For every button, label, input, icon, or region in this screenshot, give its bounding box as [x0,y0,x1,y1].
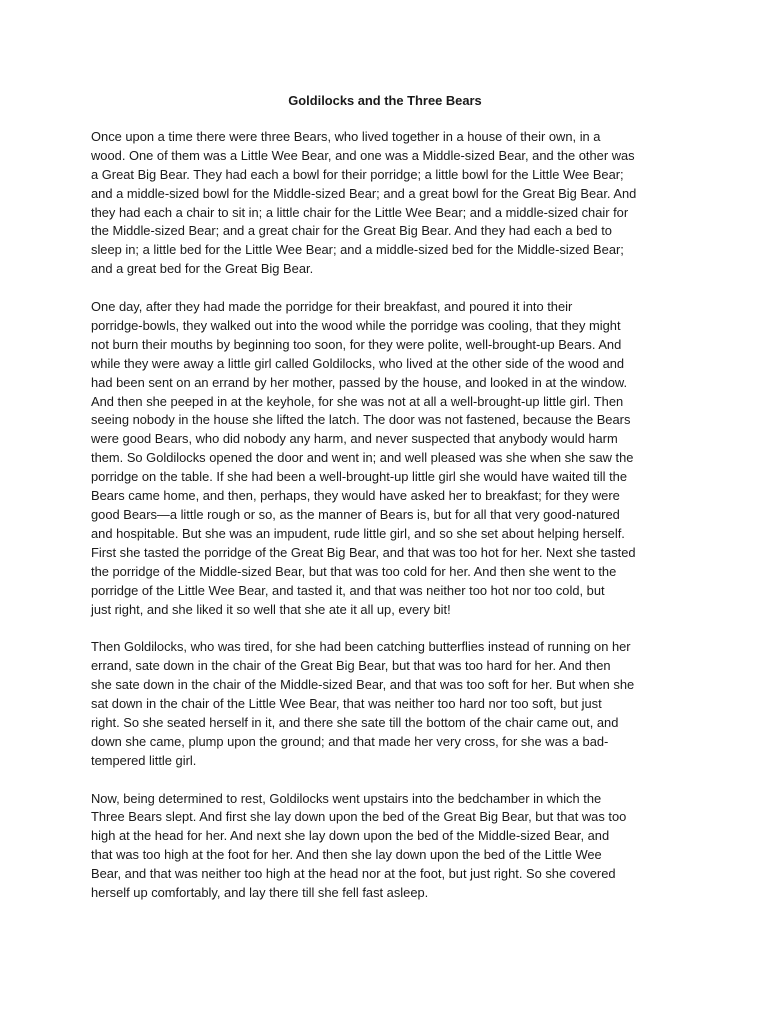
document-title: Goldilocks and the Three Bears [288,93,482,108]
paragraph-1: Once upon a time there were three Bears, who lived together in a house of their own, in a wood. One of them was a Little Wee Bear, and one was a Middle-sized Bear, and the other was a Great Big Bear. They had each a bowl for their porridge; a little bowl for the Little Wee Bear; and a middle-sized bowl for the Middle-sized Bear; and a great bowl for the Great Big Bear. And they had each a chair to sit in; a little chair for the Little Wee Bear; and a middle-sized chair for the Middle-sized Bear; and a great chair for the Great Big Bear. And they had each a bed to sleep in; a little bed for the Little Wee Bear; and a middle-sized bed for the Middle-sized Bear; and a great bed for the Great Big Bear. [91,128,637,277]
paragraph-4: Now, being determined to rest, Goldilocks went upstairs into the bedchamber in which the Three Bears slept. And first she lay down upon the bed of the Great Big Bear, but that was too high at the head for her. And next she lay down upon the bed of the Middle-sized Bear, and that was too high at the foot for her. And then she lay down upon the bed of the Little Wee Bear, and that was neither too high at the head nor at the foot, but just right. So she covered herself up comfortably, and lay there till she fell fast asleep. [91,790,627,901]
paragraph-3: Then Goldilocks, who was tired, for she had been catching butterflies instead of running on her errand, sate down in the chair of the Great Big Bear, but that was too hard for her. And then she sate down in the chair of the Middle-sized Bear, and that was too soft for her. But when she sat down in the chair of the Little Wee Bear, that was neither too hard nor too soft, but just right. So she seated herself in it, and there she sate till the bottom of the chair came out, and down she came, plump upon the ground; and that made her very cross, for she was a bad- tempered little girl. [91,639,635,768]
paragraph-2: One day, after they had made the porridge for their breakfast, and poured it into their porridge-bowls, they walked out into the wood while the porridge was cooling, that they might not burn their mouths by beginning too soon, for they were polite, well-brought-up Bears. And while they were away a little girl called Goldilocks, who lived at the other side of the wood and had been sent on an errand by her mother, passed by the house, and looked in at the window. And then she peeped in at the keyhole, for she was not at all a well-brought-up little girl. Then seeing nobody in the house she lifted the latch. The door was not fastened, because the Bears were good Bears, who did nobody any harm, and never suspected that anybody would harm them. So Goldilocks opened the door and went in; and well pleased was she when she saw the porridge on the table. If she had been a well-brought-up little girl she would have waited till the Bears came home, and then, perhaps, they would have asked her to breakfast; for they were good Bears—a little rough or so, as the manner of Bears is, but for all that very good-natured and hospitable. But she was an impudent, rude little girl, and so she set about helping herself. First she tasted the porridge of the Great Big Bear, and that was too hot for her. Next she tasted the porridge of the Middle-sized Bear, but that was too cold for her. And then she went to the porridge of the Little Wee Bear, and tasted it, and that was neither too hot nor too cold, but just right, and she liked it so well that she ate it all up, every bit! [91,299,636,617]
document-body [91,92,679,922]
